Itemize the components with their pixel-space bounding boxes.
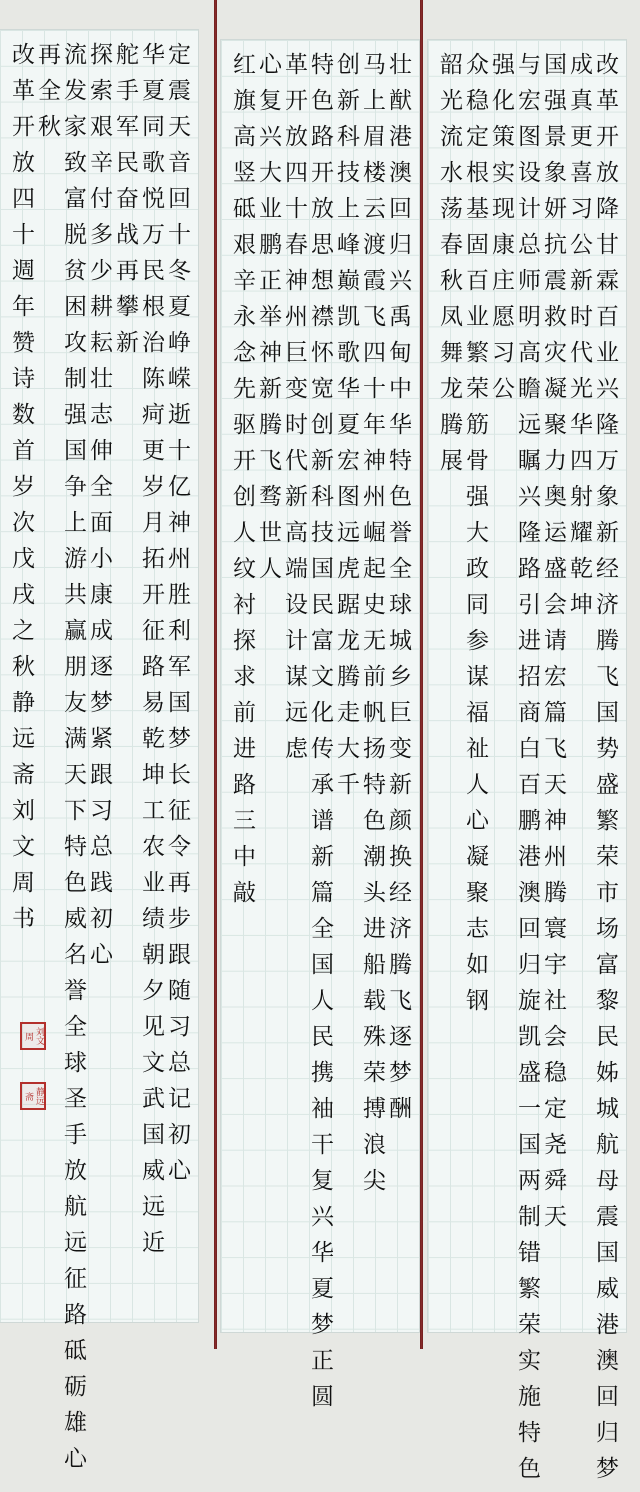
panel-divider-1 <box>214 0 217 1349</box>
inscription-column: 改革开放四十週年赞诗数首岁次戊戌之秋静远斋刘文周书 <box>8 42 34 942</box>
text-column: 再全秋 <box>34 42 60 150</box>
text-column: 创新科技上峰巅凯歌华夏宏图远虎踞龙腾走大千 <box>333 52 359 808</box>
text-column: 探索艰辛付多少耕耘壮志伸全面小康成逐梦紧跟习总践初心 <box>86 42 112 978</box>
text-column: 与宏图设计总师明高瞻远瞩兴隆路引进招商白百鹏港澳回归旋凯盛一国两制错繁荣实施特色 <box>514 52 540 1492</box>
text-columns <box>8 42 190 1482</box>
text-column: 心复兴大业鹏正举神新腾飞骛世人 <box>255 52 281 592</box>
text-column: 众稳定根基固百业繁荣筋骨强大政同参谋福祉人心凝聚志如钢 <box>462 52 488 1024</box>
calligraphy-panel-left <box>0 30 198 1482</box>
text-column: 舵手军民奋战再攀新 <box>112 42 138 366</box>
text-columns <box>229 52 411 1420</box>
text-column: 改革开放降甘霖百业兴隆万象新经济腾飞国势盛繁荣市场富黎民姊城航母震国威港澳回归梦 <box>592 52 618 1492</box>
text-column: 特色路开放思想襟怀宽创新科技国民富文化传承谱新篇全国人民携袖干复兴华夏梦正圆 <box>307 52 333 1420</box>
red-seal-stamp: 刘文周 <box>20 1022 46 1050</box>
text-column: 马上眉楼云渡霞飞四十年神州崛起史无前帆扬特色潮头进船载殊荣搏浪尖 <box>359 52 385 1204</box>
calligraphy-panel-middle <box>221 40 419 1420</box>
text-column: 壮猷港澳回归兴禹甸中华特色誉全球城乡巨变新颜换经济腾飞逐梦酬 <box>385 52 411 1132</box>
text-column: 流发家致富脱贫困攻制强国争上游共赢朋友满天下特色威名誉全球圣手放航远征路砥砺雄心 <box>60 42 86 1482</box>
text-column: 成真更喜习公新时代光华四射耀乾坤 <box>566 52 592 628</box>
text-column: 革开放四十春神州巨变时代新高端设计谋远虑 <box>281 52 307 772</box>
text-column: 韶光流水荡春秋凤舞龙腾展 <box>436 52 462 484</box>
text-column: 定震天音回十冬夏峥嵘逝十亿神州胜利军国梦长征令再步跟随习总记初心 <box>164 42 190 1194</box>
red-seal-stamp: 静远斋 <box>20 1082 46 1110</box>
text-column: 华夏同歌悦万民根治陈疴更岁月拓开征路易乾坤工农业绩朝夕见文武国威远近 <box>138 42 164 1266</box>
text-column: 国强景象妍抗震救灾凝聚力奥运盛会请宏篇飞天神州腾寰宇社会稳定尧舜天 <box>540 52 566 1240</box>
panel-divider-2 <box>420 0 423 1349</box>
calligraphy-panel-right <box>428 40 626 1492</box>
text-column: 强化策实现康庄愿习公 <box>488 52 514 412</box>
text-columns <box>436 52 618 1492</box>
text-column: 红旗高竖砥艰辛永念先驱开创人纹衬探求前进路三中敲 <box>229 52 255 916</box>
